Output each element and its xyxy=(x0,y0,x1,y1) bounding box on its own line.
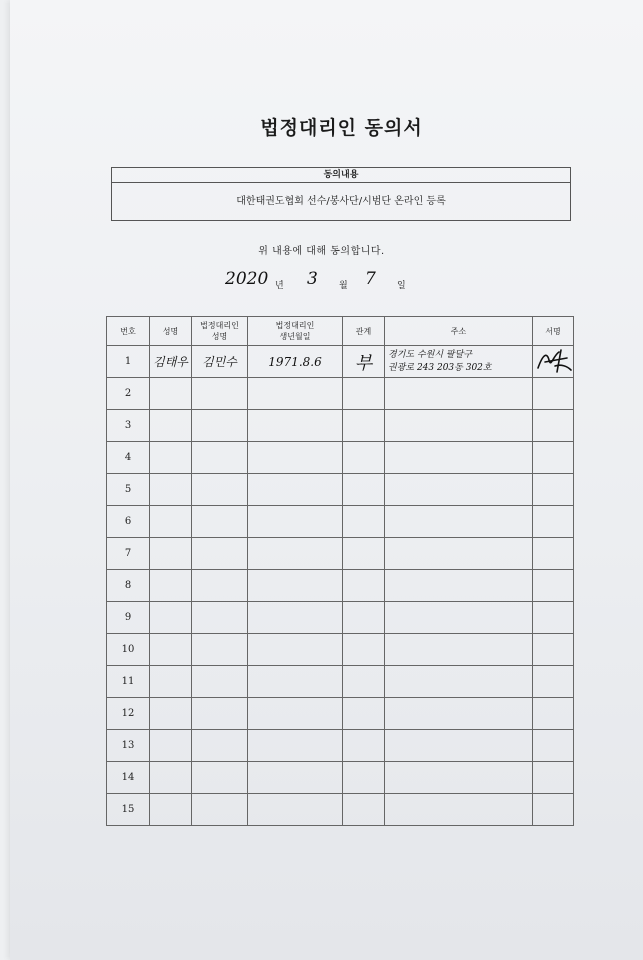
row-number: 2 xyxy=(107,378,150,410)
cell-signature xyxy=(533,346,574,378)
consent-content: 대한태권도협회 선수/봉사단/시범단 온라인 등록 xyxy=(236,196,446,207)
table-row xyxy=(107,634,574,666)
row-number: 8 xyxy=(107,570,150,602)
consent-box xyxy=(111,167,571,221)
date-year-unit: 년 xyxy=(275,281,284,291)
row-number: 10 xyxy=(107,634,150,666)
row-number: 12 xyxy=(107,698,150,730)
table-row xyxy=(107,474,574,506)
table-row xyxy=(107,698,574,730)
cell-guardian-birth: 1971.8.6 xyxy=(248,346,343,378)
header-address: 주소 xyxy=(385,317,533,346)
handwritten-signature xyxy=(533,346,574,377)
row-number: 4 xyxy=(107,442,150,474)
table-row xyxy=(107,730,574,762)
table-row xyxy=(107,794,574,826)
cell-name: 김태우 xyxy=(150,346,192,378)
table-row xyxy=(107,762,574,794)
consent-heading: 동의내용 xyxy=(112,168,570,183)
table-row xyxy=(107,538,574,570)
date-day-unit: 일 xyxy=(397,281,406,291)
consent-statement: 위 내용에 대해 동의합니다. xyxy=(258,246,385,257)
header-signature: 서명 xyxy=(533,317,574,346)
row-number: 14 xyxy=(107,762,150,794)
date-line xyxy=(225,266,525,296)
table-row xyxy=(107,410,574,442)
row-number: 3 xyxy=(107,410,150,442)
header-no: 번호 xyxy=(107,317,150,346)
header-name: 성명 xyxy=(150,317,192,346)
row-number: 9 xyxy=(107,602,150,634)
row-number: 11 xyxy=(107,666,150,698)
table-header-row xyxy=(107,317,574,346)
table-row xyxy=(107,570,574,602)
date-year: 2020 xyxy=(225,269,269,289)
table-row xyxy=(107,506,574,538)
cell-guardian-name: 김민수 xyxy=(192,346,248,378)
date-day: 7 xyxy=(365,269,376,289)
row-number: 15 xyxy=(107,794,150,826)
table-row xyxy=(107,346,574,378)
row-number: 1 xyxy=(107,346,150,378)
header-guardian-name: 법정대리인 성명 xyxy=(192,317,248,346)
table-row xyxy=(107,666,574,698)
date-month: 3 xyxy=(307,269,318,289)
row-number: 13 xyxy=(107,730,150,762)
row-number: 6 xyxy=(107,506,150,538)
date-month-unit: 월 xyxy=(339,281,348,291)
table-row xyxy=(107,602,574,634)
header-relation: 관계 xyxy=(343,317,385,346)
table-row xyxy=(107,378,574,410)
row-number: 7 xyxy=(107,538,150,570)
table-row xyxy=(107,442,574,474)
cell-address: 경기도 수원시 팔달구 권광로 243 203동 302호 xyxy=(385,346,533,378)
document-title: 법정대리인 동의서 xyxy=(260,117,423,139)
header-guardian-birth: 법정대리인 생년월일 xyxy=(248,317,343,346)
guardian-table xyxy=(106,316,574,826)
cell-relation: 부 xyxy=(343,346,385,378)
row-number: 5 xyxy=(107,474,150,506)
